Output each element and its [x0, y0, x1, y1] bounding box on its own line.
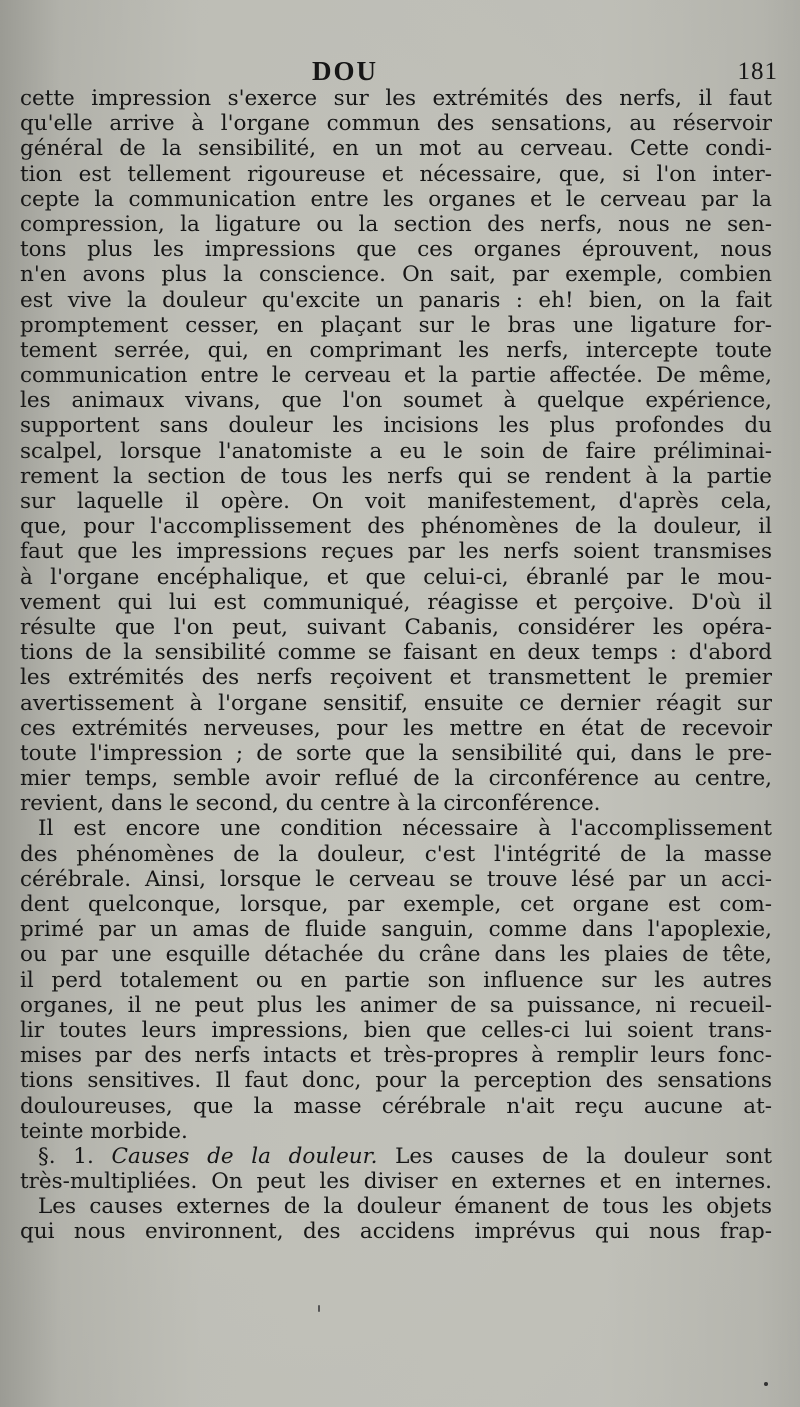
- text-line: scalpel, lorsque l'anatomiste a eu le soin de faire préliminai-: [20, 438, 772, 464]
- text-line: est vive la douleur qu'excite un panaris : eh! bien, on la fait: [20, 287, 772, 313]
- text-line: cérébrale. Ainsi, lorsque le cerveau se trouve lésé par un acci-: [20, 866, 772, 892]
- text-line: tement serrée, qui, en comprimant les nerfs, intercepte toute: [20, 337, 772, 363]
- text-line: avertissement à l'organe sensitif, ensuite ce dernier réagit sur: [20, 690, 772, 716]
- text-line: vement qui lui est communiqué, réagisse et perçoive. D'où il: [20, 589, 772, 615]
- text-line: tons plus les impressions que ces organes éprouvent, nous: [20, 237, 772, 263]
- text-line: mier temps, semble avoir reflué de la circonférence au centre,: [20, 766, 772, 792]
- text-line: il perd totalement ou en partie son influence sur les autres: [20, 967, 772, 993]
- text-line: des phénomènes de la douleur, c'est l'intégrité de la masse: [20, 841, 772, 867]
- paper-speck: [318, 1305, 320, 1312]
- paper-speck: [764, 1382, 768, 1386]
- section-heading-line: [20, 1144, 772, 1169]
- text-line: communication entre le cerveau et la partie affectée. De même,: [20, 363, 772, 389]
- text-line-paragraph-start: Les causes externes de la douleur émanent de tous les objets: [38, 1194, 772, 1220]
- text-line: compression, la ligature ou la section des nerfs, nous ne sen-: [20, 211, 772, 237]
- text-line: général de la sensibilité, en un mot au cerveau. Cette condi-: [20, 136, 772, 162]
- text-line: douloureuses, que la masse cérébrale n'ait reçu aucune at-: [20, 1093, 772, 1119]
- text-line: organes, il ne peut plus les animer de sa puissance, ni recueil-: [20, 992, 772, 1018]
- text-line: ces extrémités nerveuses, pour les mettre en état de recevoir: [20, 715, 772, 741]
- text-line: que, pour l'accomplissement des phénomènes de la douleur, il: [20, 514, 772, 540]
- text-line: cette impression s'exerce sur les extrémités des nerfs, il faut: [20, 86, 772, 111]
- text-line: les animaux vivans, que l'on soumet à quelque expérience,: [20, 388, 772, 414]
- text-line: très-multipliées. On peut les diviser en externes et en internes.: [20, 1169, 772, 1195]
- text-line-paragraph-end: teinte morbide.: [20, 1118, 188, 1144]
- section-title: Causes de la douleur.: [111, 1143, 378, 1169]
- text-line: supportent sans douleur les incisions les plus profondes du: [20, 413, 772, 439]
- text-line: ou par une esquille détachée du crâne dans les plaies de tête,: [20, 942, 772, 968]
- text-line: primé par un amas de fluide sanguin, comme dans l'apoplexie,: [20, 917, 772, 943]
- running-head-title: DOU: [312, 56, 378, 86]
- text-line: résulte que l'on peut, suivant Cabanis, considérer les opéra-: [20, 614, 772, 640]
- text-line-paragraph-end: revient, dans le second, du centre à la circonférence.: [20, 791, 601, 817]
- text-line: tions sensitives. Il faut donc, pour la perception des sensations: [20, 1068, 772, 1094]
- text-line: dent quelconque, lorsque, par exemple, cet organe est com-: [20, 892, 772, 917]
- text-line: toute l'impression ; de sorte que la sensibilité qui, dans le pre-: [20, 740, 772, 766]
- text-line-paragraph-start: Il est encore une condition nécessaire à l'accomplissement: [38, 816, 772, 842]
- text-line: tions de la sensibilité comme se faisant en deux temps : d'abord: [20, 640, 772, 666]
- text-line: rement la section de tous les nerfs qui se rendent à la partie: [20, 463, 772, 489]
- body-text: [20, 86, 772, 1245]
- page-number: 181: [737, 58, 778, 85]
- text-line: qu'elle arrive à l'organe commun des sensations, au réservoir: [20, 111, 772, 137]
- text-line: cepte la communication entre les organes et le cerveau par la: [20, 186, 772, 212]
- section-number: §. 1.: [38, 1143, 94, 1169]
- running-head: [0, 56, 800, 90]
- text-line: qui nous environnent, des accidens imprévus qui nous frap-: [20, 1219, 772, 1245]
- text-line: à l'organe encéphalique, et que celui-ci, ébranlé par le mou-: [20, 564, 772, 590]
- text-line: lir toutes leurs impressions, bien que celles-ci lui soient trans-: [20, 1017, 772, 1043]
- text-line: faut que les impressions reçues par les nerfs soient transmises: [20, 539, 772, 565]
- text-line: sur laquelle il opère. On voit manifestement, d'après cela,: [20, 489, 772, 514]
- text-line: n'en avons plus la conscience. On sait, par exemple, combien: [20, 262, 772, 288]
- text-line: promptement cesser, en plaçant sur le bras une ligature for-: [20, 312, 772, 338]
- text-line: tion est tellement rigoureuse et nécessaire, que, si l'on inter-: [20, 161, 772, 187]
- text-line: mises par des nerfs intacts et très-propres à remplir leurs fonc-: [20, 1043, 772, 1069]
- text-line: les extrémités des nerfs reçoivent et transmettent le premier: [20, 665, 772, 691]
- section-text: Les causes de la douleur sont: [395, 1143, 772, 1169]
